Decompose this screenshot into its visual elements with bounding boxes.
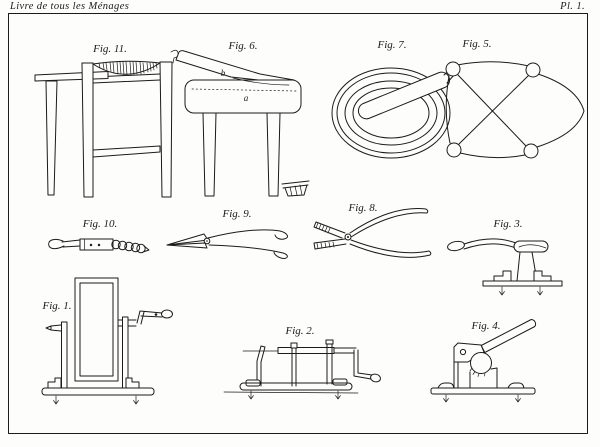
figure-1-label: Fig. 1. [42,300,72,312]
corner-ring [447,143,461,157]
figure-4-cam-press [431,320,536,403]
corner-ring [524,144,538,158]
figure-10-label: Fig. 10. [82,218,118,230]
handle [80,239,113,250]
figure-1-corking-machine [41,278,172,404]
bolt [134,396,139,404]
figure-7-coil-and-paddle [332,39,454,158]
bolt [538,287,543,295]
frame [75,278,118,381]
figure-6-label: Fig. 6. [228,40,258,52]
figure-8-label: Fig. 8. [348,202,378,214]
figure-7-label: Fig. 7. [377,39,407,51]
figure-2-corking-jack [224,325,381,399]
bolt [54,396,59,404]
figure-9-label: Fig. 9. [222,208,252,220]
figure-11-label: Fig. 11. [93,43,127,55]
figure-4-label: Fig. 4. [471,320,501,332]
figure-9-shears [167,208,287,258]
handle-knob [447,240,465,252]
crank-knob [162,310,173,318]
corner-ring [446,62,460,76]
figure-5-strainer-cloth [446,38,584,158]
figure-10-corkscrew [49,218,149,253]
small-basket [282,181,309,196]
figure-8-pliers [314,202,431,257]
rod [278,348,334,354]
bolt [500,287,505,295]
corner-ring [526,63,540,77]
bolt [336,391,341,399]
figure-6-lever-bench [176,40,309,196]
bolt [444,395,449,402]
cam-roller [471,353,492,374]
part-b-label: b [220,68,226,78]
figure-5-label: Fig. 5. [462,38,492,50]
part-a-label: a [243,93,249,103]
figure-2-label: Fig. 2. [285,325,315,337]
plate-number: Pl. 1. [560,1,585,12]
book-title: Livre de tous les Ménages [10,1,130,12]
figure-11-straining-stool [35,43,178,197]
figure-3-lever-press [447,218,562,295]
figure-3-label: Fig. 3. [493,218,523,230]
paddle [358,72,449,119]
lever-blade [176,51,294,84]
bolt [516,395,521,402]
